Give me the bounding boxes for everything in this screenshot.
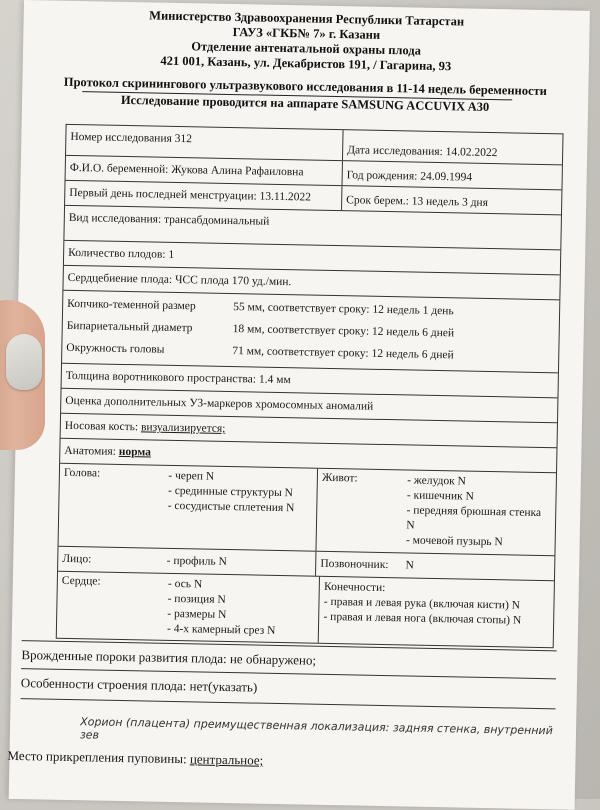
limbs-label: Конечности: bbox=[323, 580, 386, 595]
anatomy-label: Анатомия: bbox=[64, 444, 117, 458]
heart-item: - 4-х камерный срез N bbox=[166, 622, 276, 637]
fetus-count-value: 1 bbox=[168, 248, 175, 261]
hc-value: 71 мм, соответствует сроку: 12 недель 6 дней bbox=[232, 345, 454, 362]
head-item: - сосудистые сплетения N bbox=[167, 499, 295, 515]
limbs-block bbox=[319, 577, 554, 647]
spine-value: N bbox=[405, 559, 414, 572]
heart-item: - размеры N bbox=[167, 607, 227, 621]
limbs-item: - правая и левая рука (включая кисти) N bbox=[323, 595, 521, 612]
hospital-name: ГАУЗ «ГКБ№ 7» г. Казани bbox=[232, 25, 381, 42]
row-heart-limbs bbox=[57, 572, 554, 648]
exam-type-label: Вид исследования: bbox=[68, 211, 162, 226]
limbs-item: - правая и левая нога (включая стопы) N bbox=[323, 610, 522, 627]
crl-label: Копчико-теменной размер bbox=[67, 297, 196, 313]
nasal-bone-value: визуализируется; bbox=[140, 421, 226, 435]
heart-item: - ось N bbox=[167, 577, 203, 591]
anatomy-value: норма bbox=[118, 445, 152, 459]
patient-name-label: Ф.И.О. беременной: bbox=[69, 161, 169, 176]
lmp-label: Первый день последней менструации: bbox=[69, 186, 257, 203]
device-line: Исследование проводится на аппарате SAMSUNG ACCUVIX A30 bbox=[120, 92, 490, 114]
patient-name-value: Жукова Алина Рафаиловна bbox=[171, 163, 304, 179]
heart-label: Сердце: bbox=[61, 574, 101, 588]
malformations-text: Врожденные пороки развития плода: не обнаружено; bbox=[21, 647, 317, 668]
crl-value: 55 мм, соответствует сроку: 12 недель 1 день bbox=[233, 301, 454, 318]
ministry-name: Министерство Здравоохранения Республики Татарстан bbox=[149, 8, 465, 29]
lmp-value: 13.11.2022 bbox=[259, 190, 312, 204]
hc-label: Окружность головы bbox=[66, 341, 165, 356]
cord-label: Место прикрепления пуповины: bbox=[7, 747, 187, 767]
bpd-value: 18 мм, соответствует сроку: 12 недель 6 дней bbox=[232, 323, 455, 340]
row-head-abdomen bbox=[59, 464, 557, 557]
markers-text: Оценка дополнительных УЗ-маркеров хромосомных аномалий bbox=[65, 394, 374, 413]
features-text: Особенности строения плода: нет(указать) bbox=[20, 675, 258, 695]
exam-number-label: Номер исследования bbox=[70, 130, 172, 145]
exam-form bbox=[56, 124, 564, 648]
chorion-text: Хорион (плацента) преимущественная локализация: задняя стенка, внутренний зев bbox=[79, 715, 553, 742]
face-value: - профиль N bbox=[162, 549, 316, 576]
exam-date-label: Дата исследования: bbox=[347, 144, 443, 159]
gestation-label: Срок берем.: bbox=[346, 194, 409, 208]
gestation-value: 13 недель 3 дня bbox=[411, 195, 489, 209]
head-item: - череп N bbox=[168, 469, 215, 483]
heartbeat-text: Сердцебиение плода: ЧСС плода 170 уд./мин. bbox=[67, 271, 292, 289]
fingernail bbox=[6, 334, 42, 390]
abdomen-list bbox=[402, 470, 556, 555]
heart-item: - позиция N bbox=[167, 592, 226, 606]
protocol-title: Протокол скринингового ультразвукового исследования в 11-14 недель беременности bbox=[63, 74, 548, 99]
face-label: Лицо: bbox=[62, 552, 92, 566]
abdomen-item: - мочевой пузырь N bbox=[405, 534, 503, 549]
abdomen-item: - кишечник N bbox=[406, 489, 474, 503]
bpd-label: Бипариетальный диаметр bbox=[66, 319, 193, 335]
address: 421 001, Казань, ул. Декабристов 191, / Гагарина, 93 bbox=[160, 53, 452, 74]
exam-date-value: 14.02.2022 bbox=[445, 146, 498, 160]
fetus-count-label: Количество плодов: bbox=[68, 246, 166, 261]
protocol-document bbox=[9, 0, 590, 810]
exam-number-value: 312 bbox=[174, 132, 193, 146]
birth-year-value: 24.09.1994 bbox=[420, 170, 473, 184]
cord-attachment bbox=[7, 748, 547, 774]
row-measurements bbox=[62, 291, 559, 374]
measurement-hc bbox=[62, 339, 558, 367]
head-item: - срединные структуры N bbox=[167, 484, 294, 500]
cord-value: центральное; bbox=[189, 751, 264, 768]
abdomen-item: - желудок N bbox=[407, 474, 467, 488]
head-label: Голова: bbox=[63, 466, 101, 480]
spine-label: Позвоночник: bbox=[320, 557, 389, 572]
nt-text: Толщина воротникового пространства: 1.4 мм bbox=[65, 369, 291, 387]
abdomen-item: - передняя брюшная стенка N bbox=[406, 504, 542, 532]
heart-list bbox=[163, 574, 320, 643]
department-name: Отделение антенатальной охраны плода bbox=[191, 39, 422, 58]
birth-year-label: Год рождения: bbox=[346, 169, 418, 183]
head-list bbox=[163, 466, 318, 551]
exam-type-value: трансабдоминальный bbox=[163, 213, 270, 228]
nasal-bone-label: Носовая кость: bbox=[64, 419, 139, 434]
abdomen-label: Живот: bbox=[321, 471, 358, 485]
